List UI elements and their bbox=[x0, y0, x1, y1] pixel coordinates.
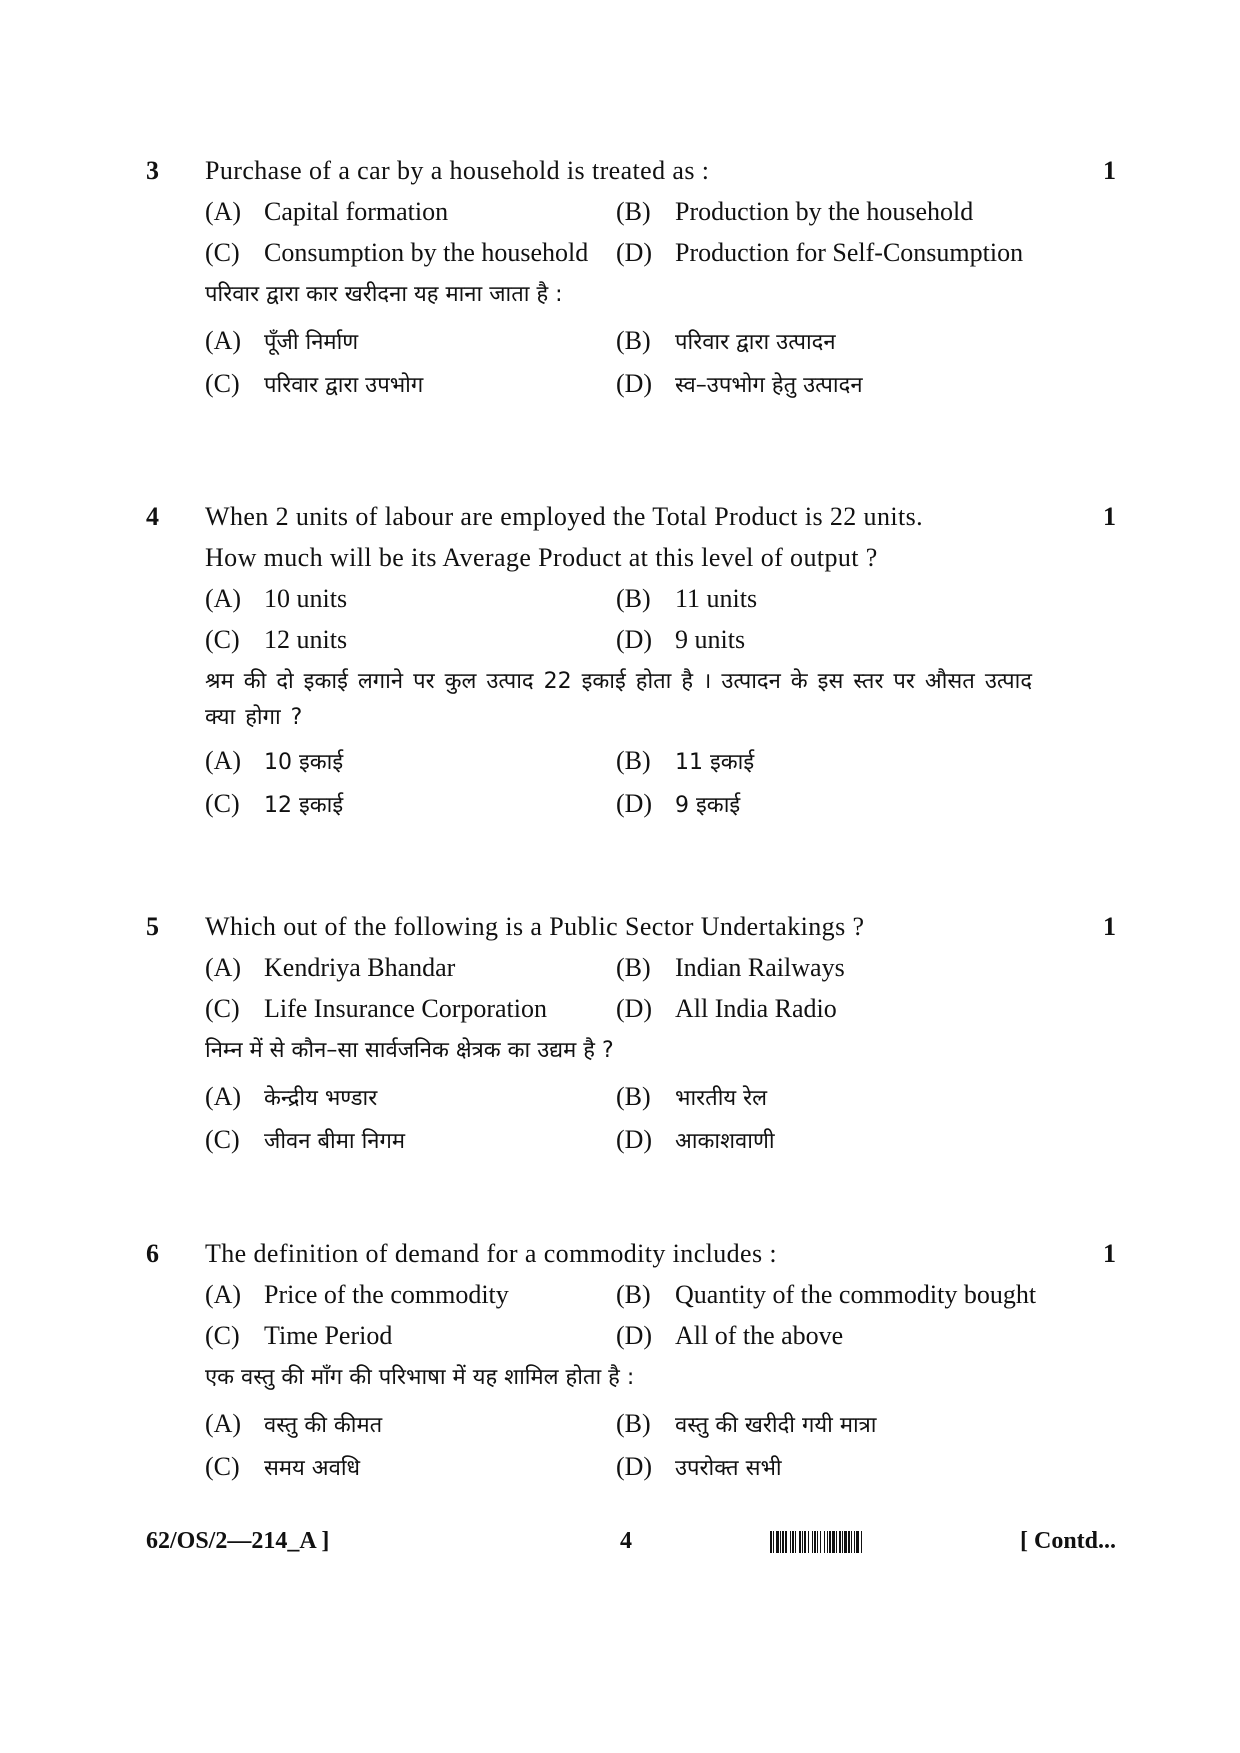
option-letter: (B) bbox=[616, 1409, 651, 1438]
option-text: Life Insurance Corporation bbox=[264, 994, 548, 1023]
option-letter: (D) bbox=[616, 238, 653, 267]
option-a-hindi bbox=[205, 746, 343, 778]
option-letter: (D) bbox=[616, 369, 653, 398]
option-d-english bbox=[616, 994, 837, 1024]
option-letter: (D) bbox=[616, 1125, 653, 1154]
option-text: Production for Self-Consumption bbox=[675, 238, 1024, 267]
option-text: भारतीय रेल bbox=[675, 1086, 768, 1111]
option-d-hindi bbox=[616, 369, 863, 401]
option-text: Capital formation bbox=[264, 197, 449, 226]
question-marks: 1 bbox=[1103, 502, 1116, 531]
option-letter: (C) bbox=[205, 1125, 240, 1154]
option-letter: (C) bbox=[205, 1452, 240, 1481]
option-text: Kendriya Bhandar bbox=[264, 953, 456, 982]
option-c-hindi bbox=[205, 1452, 360, 1484]
option-a-hindi bbox=[205, 1082, 377, 1114]
option-text: 10 इकाई bbox=[264, 750, 344, 775]
question-marks: 1 bbox=[1103, 1239, 1116, 1268]
option-letter: (A) bbox=[205, 953, 242, 982]
option-letter: (C) bbox=[205, 994, 240, 1023]
option-text: समय अवधि bbox=[264, 1456, 361, 1481]
option-c-english bbox=[205, 1321, 392, 1351]
option-letter: (C) bbox=[205, 1321, 240, 1350]
barcode-icon bbox=[770, 1531, 990, 1553]
option-text: 10 units bbox=[264, 584, 348, 613]
option-letter: (A) bbox=[205, 197, 242, 226]
option-d-hindi bbox=[616, 1125, 775, 1157]
option-text: वस्तु की खरीदी गयी मात्रा bbox=[675, 1413, 877, 1438]
option-text: Quantity of the commodity bought bbox=[675, 1280, 1037, 1309]
option-letter: (C) bbox=[205, 369, 240, 398]
option-b-english bbox=[616, 953, 845, 983]
option-text: केन्द्रीय भण्डार bbox=[264, 1086, 378, 1111]
question-text-hindi: परिवार द्वारा कार खरीदना यह माना जाता है : bbox=[205, 282, 563, 307]
option-b-hindi bbox=[616, 1082, 767, 1114]
option-a-hindi bbox=[205, 326, 358, 358]
option-c-english bbox=[205, 238, 588, 268]
option-a-english bbox=[205, 584, 347, 614]
option-text: 9 units bbox=[675, 625, 746, 654]
option-text: परिवार द्वारा उपभोग bbox=[264, 373, 424, 398]
option-letter: (B) bbox=[616, 953, 651, 982]
option-text: Consumption by the household bbox=[264, 238, 589, 267]
option-letter: (C) bbox=[205, 789, 240, 818]
page-number: 4 bbox=[620, 1528, 632, 1554]
option-b-hindi bbox=[616, 746, 754, 778]
option-letter: (A) bbox=[205, 326, 242, 355]
option-letter: (A) bbox=[205, 1280, 242, 1309]
question-text-english: The definition of demand for a commodity includes : bbox=[205, 1239, 778, 1268]
continued-label: [ Contd... bbox=[1020, 1528, 1117, 1554]
option-c-hindi bbox=[205, 789, 343, 821]
option-letter: (C) bbox=[205, 238, 240, 267]
option-letter: (C) bbox=[205, 625, 240, 654]
option-c-hindi bbox=[205, 369, 423, 401]
question-number: 6 bbox=[146, 1239, 159, 1268]
option-text: All of the above bbox=[675, 1321, 844, 1350]
option-text: Indian Railways bbox=[675, 953, 845, 982]
question-marks: 1 bbox=[1103, 156, 1116, 185]
option-d-english bbox=[616, 238, 1023, 268]
paper-code: 62/OS/2—214_A ] bbox=[146, 1528, 330, 1554]
option-text: परिवार द्वारा उत्पादन bbox=[675, 330, 836, 355]
option-letter: (B) bbox=[616, 584, 651, 613]
question-text-english: Which out of the following is a Public Sector Undertakings ? bbox=[205, 912, 865, 941]
question-text-english: Purchase of a car by a household is treated as : bbox=[205, 156, 710, 185]
option-letter: (A) bbox=[205, 746, 242, 775]
option-a-english bbox=[205, 1280, 509, 1310]
question-text-hindi: श्रम की दो इकाई लगाने पर कुल उत्पाद 22 इकाई होता है । उत्पादन के इस स्तर पर औसत उत्पाद क्या होगा ? bbox=[205, 669, 1033, 730]
option-letter: (A) bbox=[205, 1082, 242, 1111]
option-a-hindi bbox=[205, 1409, 382, 1441]
option-d-english bbox=[616, 625, 745, 655]
option-text: All India Radio bbox=[675, 994, 837, 1023]
option-letter: (A) bbox=[205, 584, 242, 613]
option-letter: (B) bbox=[616, 1082, 651, 1111]
option-b-english bbox=[616, 1280, 1036, 1310]
option-text: वस्तु की कीमत bbox=[264, 1413, 383, 1438]
question-text-english-line2: How much will be its Average Product at this level of output ? bbox=[205, 543, 878, 572]
option-b-hindi bbox=[616, 326, 836, 358]
option-text: उपरोक्त सभी bbox=[675, 1456, 782, 1481]
question-text-hindi: निम्न में से कौन–सा सार्वजनिक क्षेत्रक का उद्यम है ? bbox=[205, 1038, 614, 1063]
question-number: 5 bbox=[146, 912, 159, 941]
page-footer bbox=[0, 1528, 1240, 1568]
option-b-english bbox=[616, 584, 757, 614]
option-text: Price of the commodity bbox=[264, 1280, 509, 1309]
option-text: आकाशवाणी bbox=[675, 1129, 775, 1154]
option-text: 11 इकाई bbox=[675, 750, 755, 775]
option-letter: (B) bbox=[616, 326, 651, 355]
option-c-hindi bbox=[205, 1125, 405, 1157]
option-text: Time Period bbox=[264, 1321, 393, 1350]
option-d-english bbox=[616, 1321, 843, 1351]
option-letter: (B) bbox=[616, 1280, 651, 1309]
option-b-english bbox=[616, 197, 973, 227]
option-text: 12 units bbox=[264, 625, 348, 654]
option-a-english bbox=[205, 953, 455, 983]
option-letter: (A) bbox=[205, 1409, 242, 1438]
option-d-hindi bbox=[616, 1452, 782, 1484]
option-text: Production by the household bbox=[675, 197, 974, 226]
option-letter: (B) bbox=[616, 197, 651, 226]
question-number: 3 bbox=[146, 156, 159, 185]
question-number: 4 bbox=[146, 502, 159, 531]
option-letter: (B) bbox=[616, 746, 651, 775]
option-d-hindi bbox=[616, 789, 740, 821]
option-letter: (D) bbox=[616, 1452, 653, 1481]
option-b-hindi bbox=[616, 1409, 877, 1441]
option-c-english bbox=[205, 625, 347, 655]
option-text: पूँजी निर्माण bbox=[264, 330, 359, 355]
option-text: 11 units bbox=[675, 584, 758, 613]
option-text: 9 इकाई bbox=[675, 793, 741, 818]
option-letter: (D) bbox=[616, 789, 653, 818]
option-letter: (D) bbox=[616, 994, 653, 1023]
option-text: 12 इकाई bbox=[264, 793, 344, 818]
question-text-hindi: एक वस्तु की माँग की परिभाषा में यह शामिल होता है : bbox=[205, 1365, 635, 1390]
option-text: स्व–उपभोग हेतु उत्पादन bbox=[675, 373, 863, 398]
option-c-english bbox=[205, 994, 547, 1024]
question-text-english: When 2 units of labour are employed the Total Product is 22 units. bbox=[205, 502, 924, 531]
option-letter: (D) bbox=[616, 625, 653, 654]
option-a-english bbox=[205, 197, 448, 227]
option-letter: (D) bbox=[616, 1321, 653, 1350]
option-text: जीवन बीमा निगम bbox=[264, 1129, 406, 1154]
question-marks: 1 bbox=[1103, 912, 1116, 941]
